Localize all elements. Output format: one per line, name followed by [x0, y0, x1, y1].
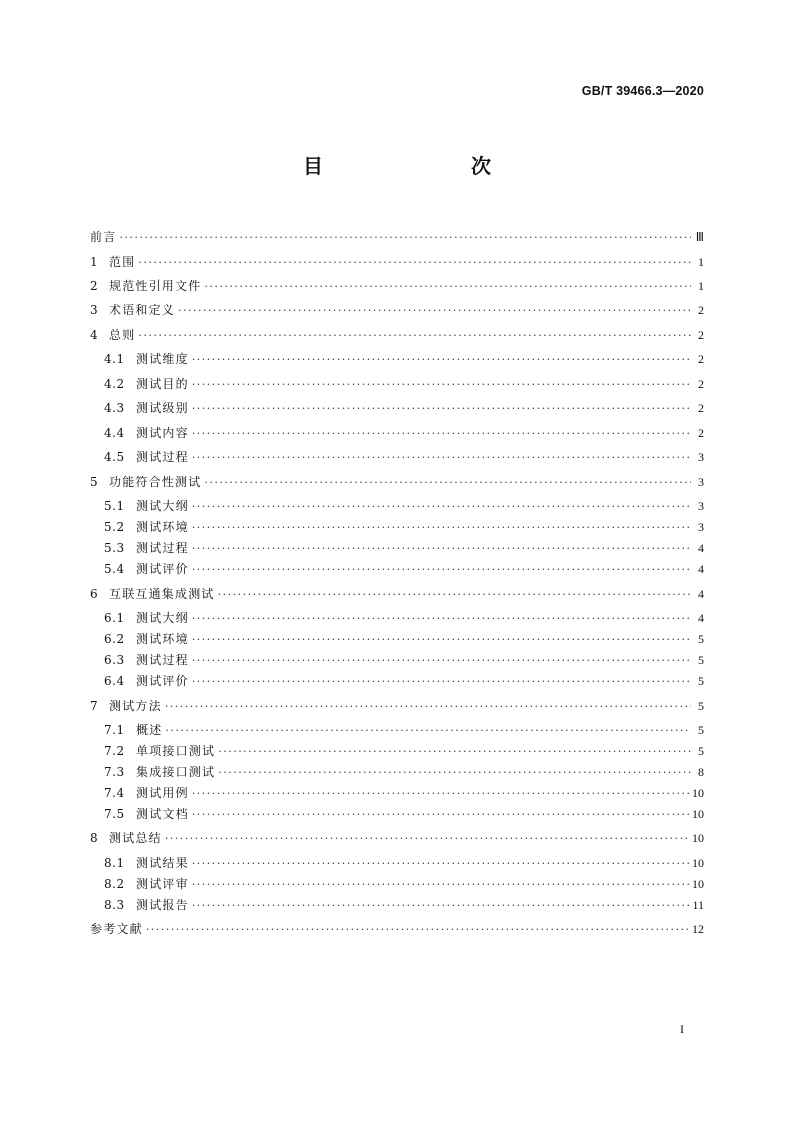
toc-entry-page: 3 — [698, 499, 704, 513]
dot-leader — [218, 763, 691, 783]
toc-entry[interactable] — [90, 696, 704, 716]
dot-leader — [204, 277, 691, 297]
toc-entry-page: 5 — [698, 699, 704, 713]
dot-leader — [192, 896, 690, 916]
toc-entry-page: 5 — [698, 653, 704, 667]
toc-entry-page: 2 — [698, 328, 704, 342]
toc-entry-number: 8.3 — [104, 898, 125, 912]
toc-entry-number: 4.1 — [104, 352, 125, 366]
toc-entry[interactable] — [90, 325, 704, 345]
toc-entry-label: 测试维度 — [136, 352, 189, 366]
toc-entry-label: 单项接口测试 — [136, 744, 216, 758]
dot-leader — [192, 539, 691, 559]
dot-leader — [204, 473, 691, 493]
dot-leader — [146, 920, 689, 940]
toc-entry-number: 5 — [90, 475, 98, 489]
dot-leader — [178, 301, 691, 321]
toc-entry-label: 测试大纲 — [136, 611, 189, 625]
toc-entry[interactable] — [90, 720, 704, 740]
toc-entry-page: 1 — [698, 255, 704, 269]
dot-leader — [192, 375, 691, 395]
dot-leader — [192, 518, 691, 538]
toc-entry-page: 10 — [692, 807, 704, 821]
dot-leader — [119, 228, 691, 248]
toc-entry[interactable] — [90, 538, 704, 558]
toc-entry-number: 4.3 — [104, 401, 125, 415]
toc-entry[interactable] — [90, 608, 704, 628]
toc-entry-label: 参考文献 — [90, 922, 143, 936]
toc-entry-page: 10 — [692, 786, 704, 800]
toc-entry[interactable] — [90, 300, 704, 320]
footer-page-number: I — [680, 1022, 684, 1036]
toc-entry-page: 4 — [698, 611, 704, 625]
toc-entry-label: 规范性引用文件 — [109, 279, 202, 293]
toc-entry-page: 8 — [698, 765, 704, 779]
toc-entry-label: 总则 — [109, 328, 136, 342]
toc-entry-page: 10 — [692, 831, 704, 845]
toc-entry[interactable] — [90, 671, 704, 691]
toc-entry-page: 4 — [698, 587, 704, 601]
toc-entry[interactable] — [90, 496, 704, 516]
toc-entry[interactable] — [90, 517, 704, 537]
toc-entry-number: 8 — [90, 831, 98, 845]
toc-entry-label: 测试方法 — [109, 699, 162, 713]
toc-entry-page: 1 — [698, 279, 704, 293]
dot-leader — [192, 875, 689, 895]
dot-leader — [192, 448, 691, 468]
toc-entry[interactable] — [90, 584, 704, 604]
toc-entry-label: 测试结果 — [136, 856, 189, 870]
toc-entry-page: 3 — [698, 450, 704, 464]
toc-entry-label: 测试评审 — [136, 877, 189, 891]
toc-entry-label: 测试目的 — [136, 377, 189, 391]
toc-entry-label: 测试评价 — [136, 674, 189, 688]
toc-entry[interactable] — [90, 374, 704, 394]
toc-entry[interactable] — [90, 629, 704, 649]
dot-leader — [138, 253, 691, 273]
toc-entry-number: 7.4 — [104, 786, 125, 800]
toc-entry-number: 8.1 — [104, 856, 125, 870]
toc-entry-number: 7.1 — [104, 723, 125, 737]
toc-entry-page: 2 — [698, 377, 704, 391]
toc-entry-label: 测试环境 — [136, 520, 189, 534]
toc-entry[interactable] — [90, 472, 704, 492]
toc-entry[interactable] — [90, 828, 704, 848]
toc-entry[interactable] — [90, 276, 704, 296]
toc-entry-page: 10 — [692, 877, 704, 891]
toc-entry[interactable] — [90, 762, 704, 782]
toc-entry-number: 7.3 — [104, 765, 125, 779]
toc-entry-page: 2 — [698, 401, 704, 415]
page-title: 目 次 — [303, 154, 527, 178]
toc-entry-label: 功能符合性测试 — [109, 475, 202, 489]
toc-entry-page: 11 — [692, 898, 704, 912]
toc-entry-number: 4.4 — [104, 426, 125, 440]
toc-entry-number: 5.3 — [104, 541, 125, 555]
toc-entry[interactable] — [90, 349, 704, 369]
toc-entry-number: 7 — [90, 699, 98, 713]
toc-entry[interactable] — [90, 559, 704, 579]
dot-leader — [192, 651, 691, 671]
dot-leader — [192, 805, 689, 825]
toc-entry-label: 测试环境 — [136, 632, 189, 646]
toc-entry[interactable] — [90, 423, 704, 443]
toc-entry-number: 1 — [90, 255, 98, 269]
toc-entry[interactable] — [90, 741, 704, 761]
dot-leader — [218, 585, 691, 605]
toc-entry-label: 测试评价 — [136, 562, 189, 576]
toc-entry[interactable] — [90, 804, 704, 824]
dot-leader — [218, 742, 691, 762]
toc-entry-page: 3 — [698, 475, 704, 489]
toc-entry-page: 2 — [698, 352, 704, 366]
toc-entry-label: 测试大纲 — [136, 499, 189, 513]
toc-entry-number: 5.4 — [104, 562, 125, 576]
toc-entry-label: 测试用例 — [136, 786, 189, 800]
dot-leader — [192, 784, 689, 804]
dot-leader — [192, 560, 691, 580]
toc-entry-label: 测试报告 — [136, 898, 189, 912]
dot-leader — [192, 854, 689, 874]
toc-entry-number: 2 — [90, 279, 98, 293]
toc-entry-page: 5 — [698, 674, 704, 688]
toc-entry-number: 6.2 — [104, 632, 125, 646]
toc-entry-label: 集成接口测试 — [136, 765, 216, 779]
dot-leader — [165, 697, 691, 717]
toc-entry[interactable] — [90, 783, 704, 803]
toc-entry-label: 术语和定义 — [109, 303, 176, 317]
dot-leader — [165, 829, 689, 849]
dot-leader — [192, 424, 691, 444]
toc-entry-label: 互联互通集成测试 — [109, 587, 215, 601]
toc-entry[interactable] — [90, 853, 704, 873]
dot-leader — [192, 399, 691, 419]
toc-entry-page: 2 — [698, 303, 704, 317]
toc-entry-label: 测试内容 — [136, 426, 189, 440]
toc-entry-number: 8.2 — [104, 877, 125, 891]
toc-entry-number: 4.5 — [104, 450, 125, 464]
toc-entry[interactable] — [90, 874, 704, 894]
toc-entry-number: 6.4 — [104, 674, 125, 688]
toc-entry-label: 测试过程 — [136, 450, 189, 464]
dot-leader — [165, 721, 691, 741]
toc-entry-page: Ⅲ — [695, 230, 704, 244]
dot-leader — [192, 630, 691, 650]
toc-entry-label: 测试文档 — [136, 807, 189, 821]
toc-entry-page: 4 — [698, 562, 704, 576]
toc-entry-number: 3 — [90, 303, 98, 317]
toc-entry-label: 前言 — [90, 230, 117, 244]
toc-entry[interactable] — [90, 650, 704, 670]
toc-entry-label: 测试过程 — [136, 653, 189, 667]
toc-entry[interactable] — [90, 227, 704, 247]
dot-leader — [192, 497, 691, 517]
toc-entry-number: 6 — [90, 587, 98, 601]
toc-entry[interactable] — [90, 919, 704, 939]
toc-entry-number: 4 — [90, 328, 98, 342]
standard-code: GB/T 39466.3—2020 — [581, 84, 704, 98]
toc-entry-label: 测试总结 — [109, 831, 162, 845]
toc-entry-page: 10 — [692, 856, 704, 870]
toc-entry-number: 7.5 — [104, 807, 125, 821]
toc-entry[interactable] — [90, 252, 704, 272]
dot-leader — [192, 672, 691, 692]
toc-entry-page: 5 — [698, 632, 704, 646]
toc-entry-label: 测试过程 — [136, 541, 189, 555]
dot-leader — [192, 609, 691, 629]
dot-leader — [138, 326, 691, 346]
toc-entry-page: 3 — [698, 520, 704, 534]
dot-leader — [192, 350, 691, 370]
toc-entry-number: 5.1 — [104, 499, 125, 513]
toc-entry-page: 4 — [698, 541, 704, 555]
toc-entry-number: 6.3 — [104, 653, 125, 667]
toc-entry[interactable] — [90, 398, 704, 418]
toc-entry-page: 5 — [698, 723, 704, 737]
toc-entry-page: 12 — [692, 922, 704, 936]
toc-entry-label: 测试级别 — [136, 401, 189, 415]
toc-entry[interactable] — [90, 895, 704, 915]
toc-entry[interactable] — [90, 447, 704, 467]
toc-entry-number: 6.1 — [104, 611, 125, 625]
toc-entry-page: 5 — [698, 744, 704, 758]
toc-entry-page: 2 — [698, 426, 704, 440]
toc-entry-label: 概述 — [136, 723, 163, 737]
toc-entry-number: 7.2 — [104, 744, 125, 758]
toc-entry-number: 5.2 — [104, 520, 125, 534]
toc-entry-number: 4.2 — [104, 377, 125, 391]
toc-entry-label: 范围 — [109, 255, 136, 269]
